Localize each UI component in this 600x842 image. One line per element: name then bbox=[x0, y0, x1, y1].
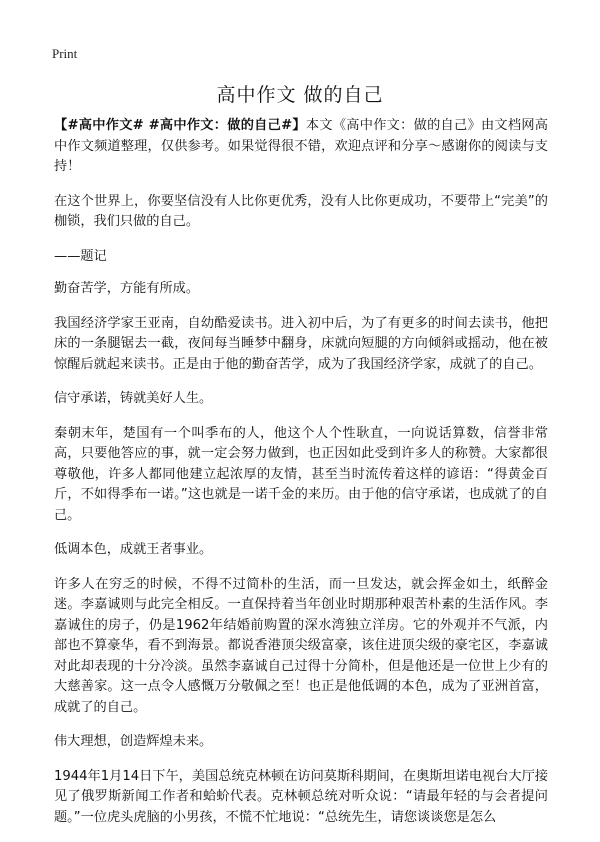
epigraph: 在这个世界上，你要坚信没有人比你更优秀，没有人比你更成功，不要带上“完美”的枷锁，我们只做的自己。 bbox=[54, 193, 548, 229]
paragraph-ji-bu: 秦朝末年，楚国有一个叫季布的人，他这个人个性耿直，一向说话算数，信誉非常高，只要他答应的事，就一定会努力做到，也正因如此受到许多人的称赞。大家都很尊敬他，许多人都同他建立起浓厚的友情，甚至当时流传着这样的谚语：“得黄金百斤，不如得季布一诺。”这也就是一诺千金的来历。由于他的信守承诺，也成就了的自己。 bbox=[54, 425, 548, 523]
paragraph-clinton: 1944年1月14日下午，美国总统克林顿在访问莫斯科期间，在奥斯坦诺电视台大厅接见了俄罗斯新闻工作者和蛤蚧代表。克林顿总统对听众说：“请最年轻的与会者提问题。”一位虎头虎脑的小男孩，不慌不忙地说：“总统先生，请您谈谈您是怎么 bbox=[54, 768, 548, 825]
intro-tag: 【#高中作文# #高中作文：做的自己#】 bbox=[54, 118, 306, 133]
section-heading-diligence: 勤奋苦学，方能有所成。 bbox=[54, 281, 200, 296]
section-heading-modesty: 低调本色，成就王者事业。 bbox=[54, 542, 213, 557]
section-heading-ideals: 伟大理想，创造辉煌未来。 bbox=[54, 734, 213, 749]
intro-text: 本文《高中作文：做的自己》由文档网高中作文频道整理，仅供参考。如果觉得很不错，欢迎点评和分享～感谢你的阅读与支持！ bbox=[54, 118, 548, 174]
page-title: 高中作文 做的自己 bbox=[216, 84, 384, 106]
epigraph-attribution: ——题记 bbox=[54, 248, 107, 264]
section-heading-promise: 信守承诺，铸就美好人生。 bbox=[54, 391, 213, 406]
article-body bbox=[54, 116, 548, 842]
intro-paragraph bbox=[54, 116, 548, 178]
print-label[interactable]: Print bbox=[52, 46, 78, 61]
paragraph-li-ka-shing: 许多人在穷乏的时候，不得不过简朴的生活，而一旦发达，就会挥金如土，纸醉金迷。李嘉诚则与此完全相反。一直保持着当年创业时期那种艰苦朴素的生活作风。李嘉诚住的房子，仍是1962年结婚前购置的深水湾独立洋房。它的外观并不气派，内部也不算豪华，看不到海景。都说香港顶尖级富豪，该住进顶尖级的豪宅区，李嘉诚对此却表现的十分冷淡。虽然李嘉诚自己过得十分简朴，但是他还是一位世上少有的大慈善家。这一点令人感慨万分敬佩之至！也正是他低调的本色，成为了亚洲首富，成就了的自己。 bbox=[54, 576, 548, 715]
paragraph-wang-yanan: 我国经济学家王亚南，自幼酷爱读书。进入初中后，为了有更多的时间去读书，他把床的一条腿锯去一截，夜间每当睡梦中翻身，床就向短腿的方向倾斜或摇动，他在被惊醒后就起来读书。正是由于他的勤奋苦学，成为了我国经济学家，成就了的自己。 bbox=[54, 315, 548, 372]
